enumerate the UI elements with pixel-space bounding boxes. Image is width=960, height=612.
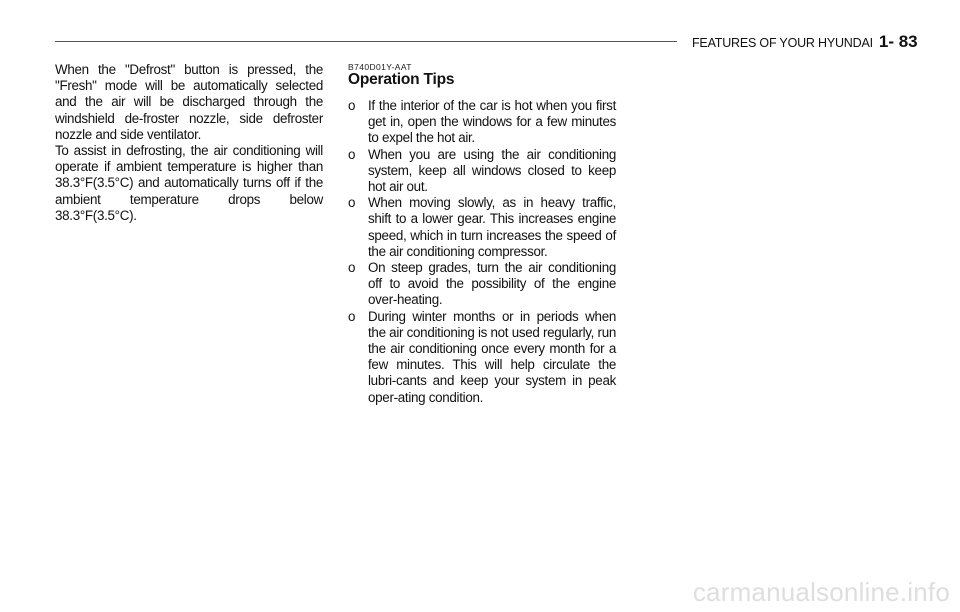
watermark: carmanualsonline.info: [692, 577, 950, 607]
tip-text: On steep grades, turn the air conditioning off to avoid the possibility of the engine over-heating.: [368, 260, 616, 308]
bullet-icon: o: [348, 98, 356, 113]
list-item: [348, 260, 616, 309]
bullet-icon: o: [348, 308, 356, 324]
header-section-title: FEATURES OF YOUR HYUNDAI: [692, 36, 873, 50]
bullet-icon: o: [348, 195, 356, 211]
list-item: [348, 195, 616, 260]
list-item: [348, 98, 616, 147]
left-column: [55, 62, 323, 224]
bullet-icon: o: [348, 146, 356, 162]
tip-text: When moving slowly, as in heavy traffic, shift to a lower gear. This increases engine speed, which in turn increases the speed of the air conditioning compressor.: [368, 195, 616, 259]
section-title: Operation Tips: [348, 71, 455, 88]
header-rule: [55, 41, 677, 42]
ac-defrost-paragraph: To assist in defrosting, the air conditioning will operate if ambient temperature is higher than 38.3°F(3.5°C) and automatically turns off if the ambient temperature drops below 38.3°F(3.5°C).: [55, 143, 323, 223]
section-code: B740D01Y-AAT: [348, 62, 412, 72]
operation-tips-list: [348, 98, 616, 406]
page-header: [692, 32, 918, 52]
tip-text: If the interior of the car is hot when you first get in, open the windows for a few minutes to expel the hot air.: [368, 98, 616, 146]
tip-text: During winter months or in periods when the air conditioning is not used regularly, run the air conditioning once every month for a few minutes. This will help circulate the lubri-cants and keep your system in peak oper-ating condition.: [368, 308, 616, 405]
defrost-paragraph: When the "Defrost" button is pressed, the "Fresh" mode will be automatically selected and the air will be discharged through the windshield de-froster nozzle, side defroster nozzle and side ventilator.: [55, 62, 323, 142]
tip-text: When you are using the air conditioning system, keep all windows closed to keep hot air out.: [368, 146, 616, 195]
page-number: 1- 83: [878, 32, 918, 51]
list-item: [348, 309, 616, 406]
list-item: [348, 147, 616, 196]
bullet-icon: o: [348, 260, 356, 276]
